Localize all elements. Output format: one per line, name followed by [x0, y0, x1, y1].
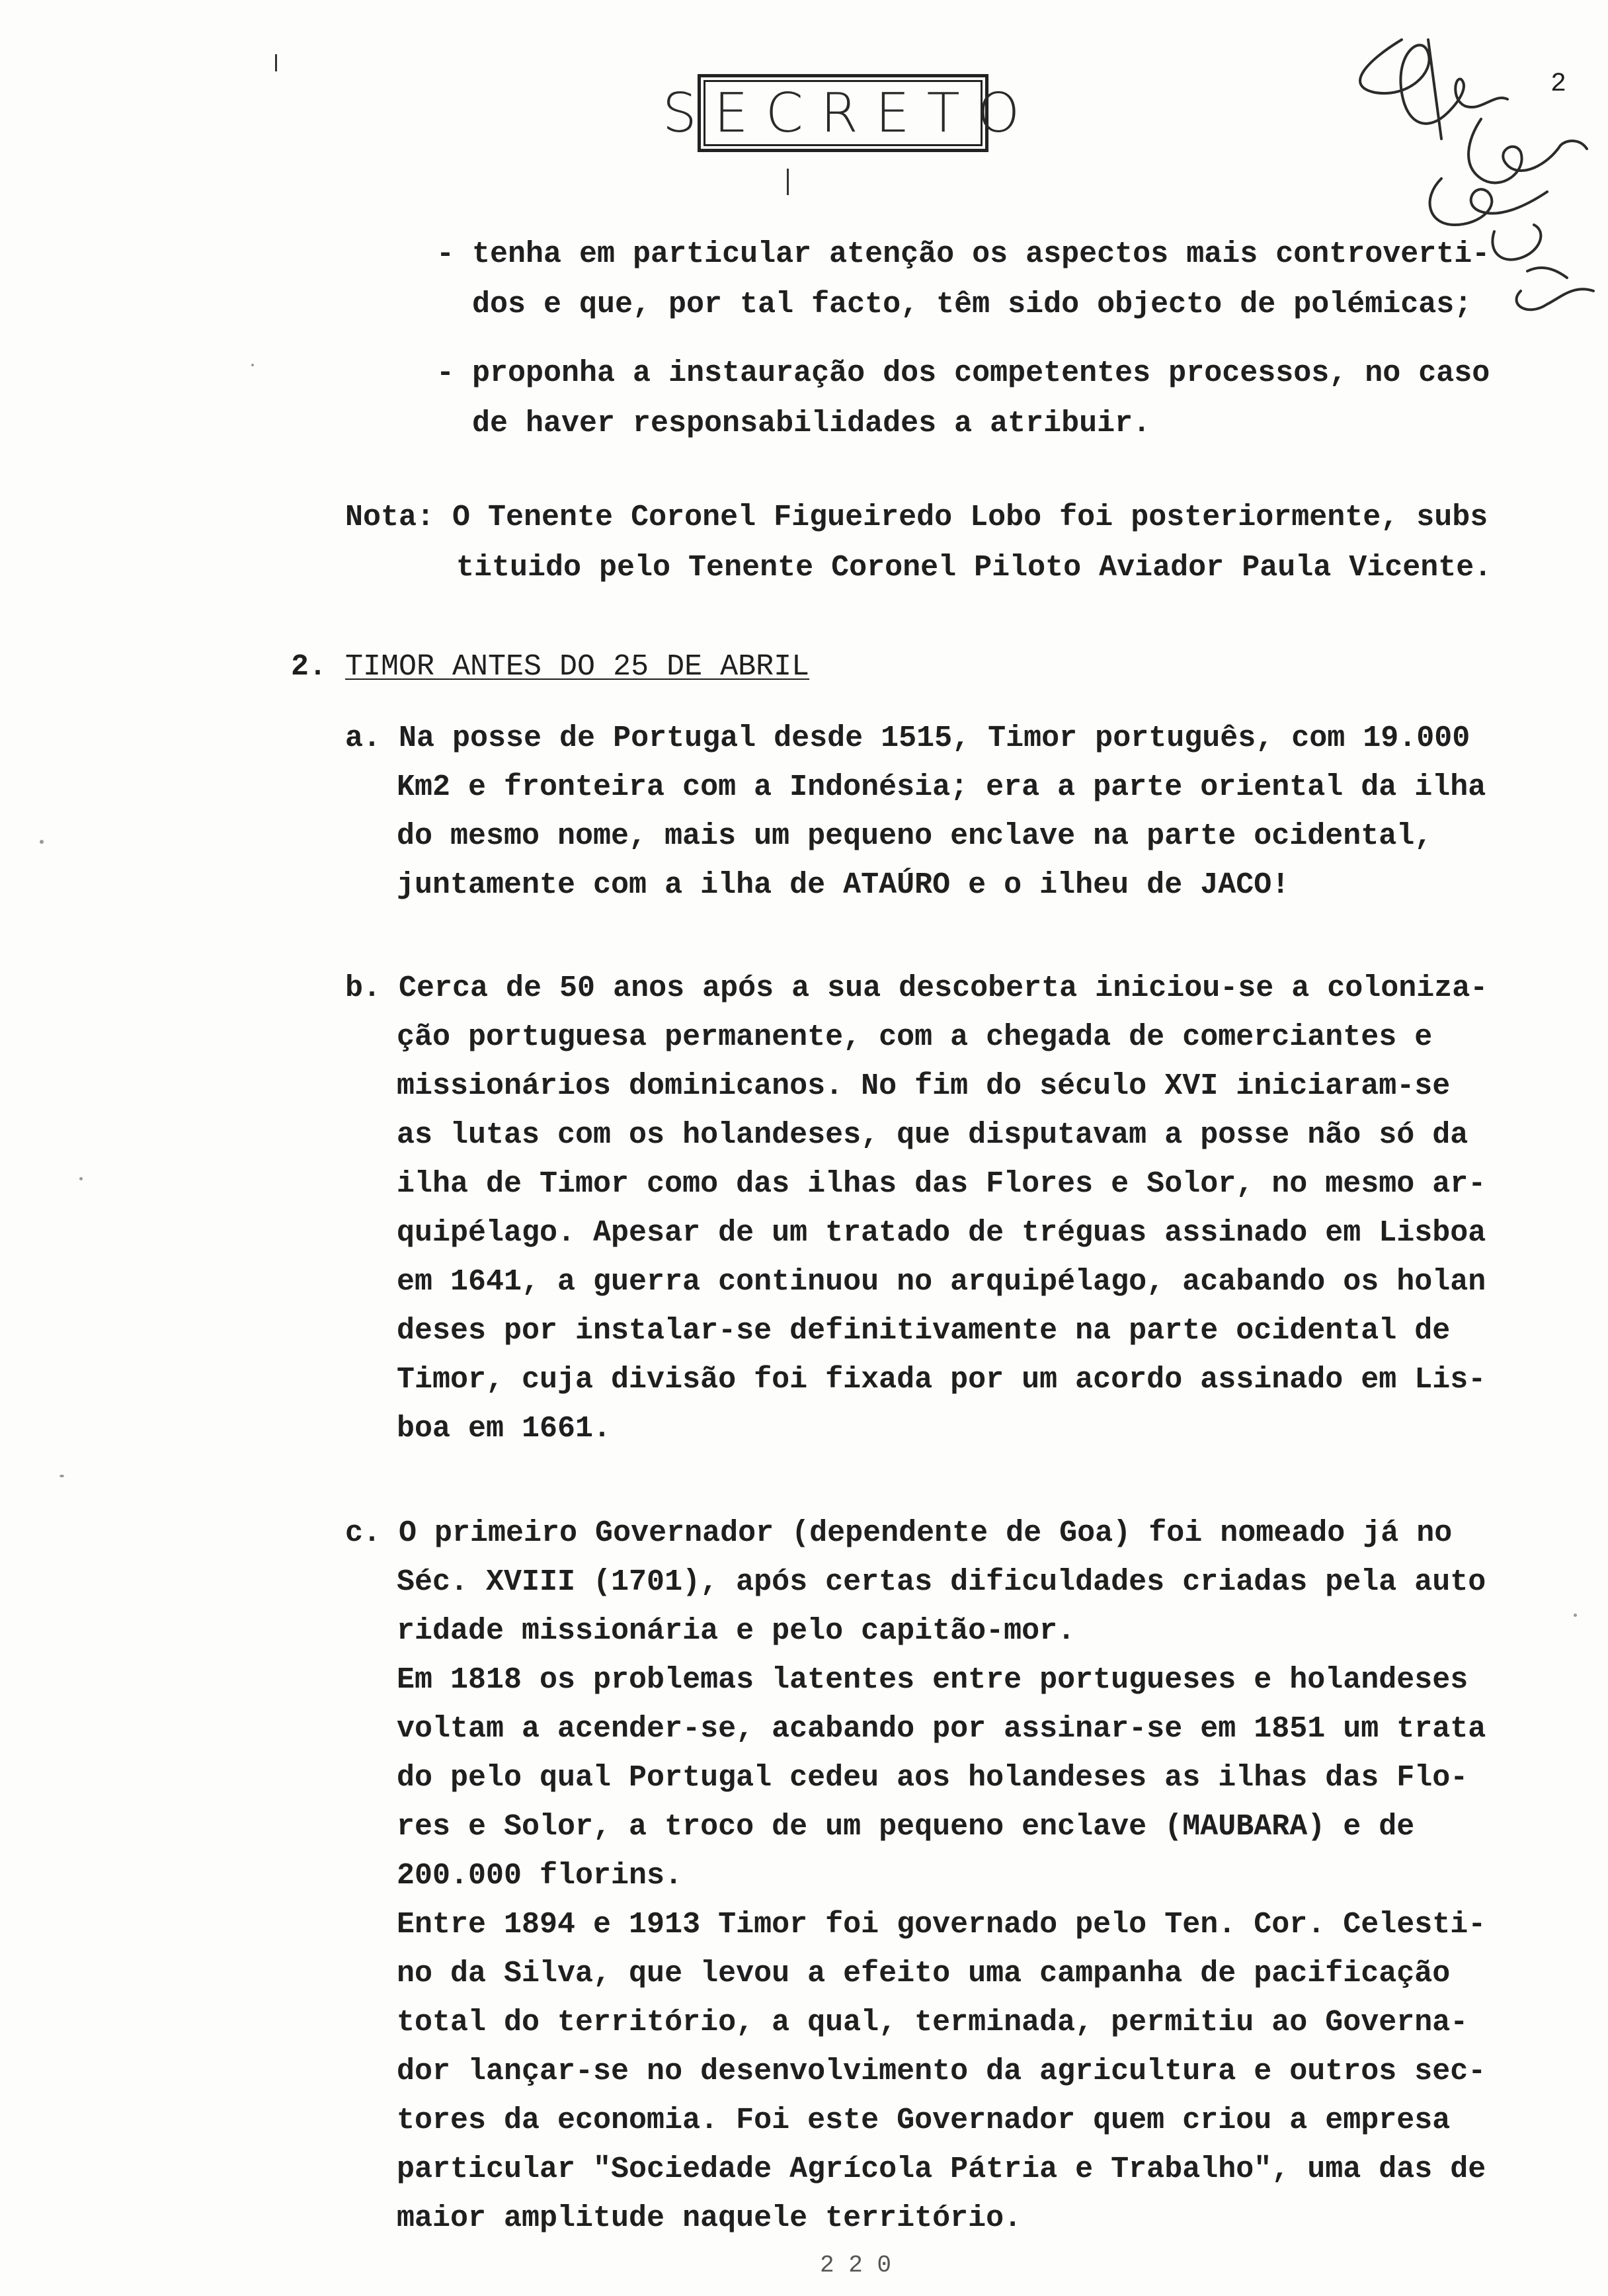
bullet-line: - tenha em particular atenção os aspectos mais controverti-: [436, 237, 1490, 271]
paragraph-c-line: Entre 1894 e 1913 Timor foi governado pelo Ten. Cor. Celesti-: [397, 1908, 1486, 1942]
paragraph-b-line: quipélago. Apesar de um tratado de tréguas assinado em Lisboa: [397, 1216, 1486, 1250]
stamp-tick-top: [275, 54, 277, 71]
paragraph-c-line: 200.000 florins.: [397, 1859, 683, 1893]
note-line: tituido pelo Tenente Coronel Piloto Aviador Paula Vicente.: [456, 551, 1492, 585]
paragraph-b-line: deses por instalar-se definitivamente na parte ocidental de: [397, 1314, 1451, 1348]
paragraph-c-line: do pelo qual Portugal cedeu aos holandeses as ilhas das Flo-: [397, 1761, 1468, 1795]
paragraph-c-line: tores da economia. Foi este Governador quem criou a empresa: [397, 2104, 1451, 2137]
bullet-line: - proponha a instauração dos competentes processos, no caso: [436, 356, 1490, 390]
paragraph-c-line: c. O primeiro Governador (dependente de Goa) foi nomeado já no: [345, 1516, 1453, 1550]
paragraph-b-line: Timor, cuja divisão foi fixada por um acordo assinado em Lis-: [397, 1363, 1486, 1397]
paragraph-c-line: Séc. XVIII (1701), após certas dificuldades criadas pela auto: [397, 1565, 1486, 1599]
paragraph-b-line: ção portuguesa permanente, com a chegada de comerciantes e: [397, 1020, 1433, 1054]
section-number: 2.: [291, 650, 327, 684]
scan-speck: [60, 1475, 64, 1477]
section-heading: TIMOR ANTES DO 25 DE ABRIL: [345, 650, 810, 684]
paragraph-c-line: ridade missionária e pelo capitão-mor.: [397, 1614, 1076, 1648]
paragraph-c-line: Em 1818 os problemas latentes entre portugueses e holandeses: [397, 1663, 1468, 1697]
scan-speck: [1574, 1614, 1577, 1617]
scan-speck: [251, 364, 254, 366]
scan-speck: [79, 1177, 83, 1180]
paragraph-b-line: missionários dominicanos. No fim do século XVI iniciaram-se: [397, 1069, 1451, 1103]
note-line: Nota: O Tenente Coronel Figueiredo Lobo foi posteriormente, subs: [345, 501, 1488, 534]
paragraph-c-line: dor lançar-se no desenvolvimento da agricultura e outros sec-: [397, 2055, 1486, 2088]
paragraph-a-line: do mesmo nome, mais um pequeno enclave na parte ocidental,: [397, 819, 1433, 853]
paragraph-c-line: voltam a acender-se, acabando por assinar-se em 1851 um trata: [397, 1712, 1486, 1746]
paragraph-b-line: b. Cerca de 50 anos após a sua descoberta iniciou-se a coloniza-: [345, 971, 1488, 1005]
paragraph-c-line: particular "Sociedade Agrícola Pátria e Trabalho", uma das de: [397, 2152, 1486, 2186]
page-number: 2: [1550, 69, 1567, 99]
paragraph-b-line: ilha de Timor como das ilhas das Flores e Solor, no mesmo ar-: [397, 1167, 1486, 1201]
paragraph-a-line: a. Na posse de Portugal desde 1515, Timor português, com 19.000: [345, 721, 1470, 755]
paragraph-c-line: no da Silva, que levou a efeito uma campanha de pacificação: [397, 1957, 1451, 1990]
paragraph-a-line: juntamente com a ilha de ATAÚRO e o ilheu de JACO!: [397, 868, 1290, 902]
paragraph-c-line: maior amplitude naquele território.: [397, 2201, 1022, 2235]
footer-mark: 2 2 0: [820, 2252, 892, 2279]
paragraph-a-line: Km2 e fronteira com a Indonésia; era a parte oriental da ilha: [397, 770, 1486, 804]
stamp-tick-bottom: [787, 169, 789, 195]
paragraph-b-line: boa em 1661.: [397, 1412, 612, 1446]
paragraph-c-line: res e Solor, a troco de um pequeno enclave (MAUBARA) e de: [397, 1810, 1415, 1844]
paragraph-b-line: as lutas com os holandeses, que disputavam a posse não só da: [397, 1118, 1468, 1152]
bullet-line: de haver responsabilidades a atribuir.: [472, 407, 1151, 440]
paragraph-b-line: em 1641, a guerra continuou no arquipélago, acabando os holan: [397, 1265, 1486, 1299]
scan-speck: [40, 840, 44, 844]
paragraph-c-line: total do território, a qual, terminada, permitiu ao Governa-: [397, 2006, 1468, 2039]
bullet-line: dos e que, por tal facto, têm sido objecto de polémicas;: [472, 288, 1472, 321]
classification-stamp: SECRETO: [698, 74, 988, 152]
handwritten-signature: [1329, 13, 1600, 331]
